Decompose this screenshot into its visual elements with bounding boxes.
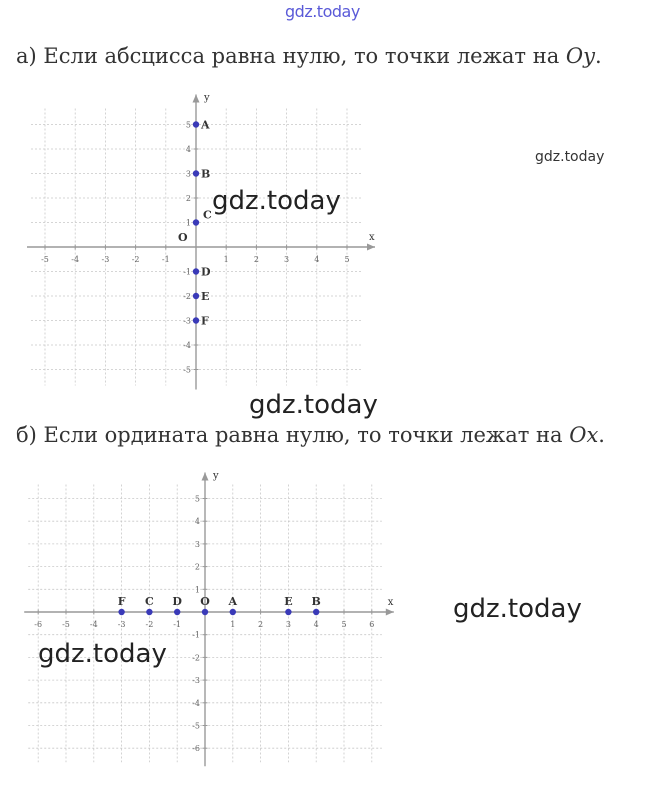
y-tick-label: -5 [192,721,200,731]
point-d [193,268,199,274]
y-tick-label: -3 [192,676,200,686]
origin-label: O [178,231,188,244]
y-tick-label: -4 [192,698,200,708]
point-label-e: E [201,290,210,303]
point-e [193,293,199,299]
y-tick-label: -2 [192,653,200,663]
y-tick-label: -4 [183,341,191,350]
y-tick-label: 2 [194,562,200,572]
y-tick-label: -1 [183,267,191,277]
watermark-middle: gdz.today [249,390,378,420]
point-a [193,121,199,127]
y-tick-label: -3 [183,316,191,326]
x-tick-label: -4 [71,255,80,264]
watermark-chart-a: gdz.today [212,186,341,216]
point-label-e: E [284,595,293,608]
y-tick-label: 2 [185,194,191,203]
point-b [313,609,319,615]
y-tick-label: 4 [194,517,200,527]
point-f [193,317,199,323]
x-axis-arrow-icon [386,609,394,616]
y-tick-label: -1 [192,630,200,640]
point-f [118,609,124,615]
x-tick-label: -3 [101,255,110,264]
x-tick-label: 2 [258,620,264,629]
x-tick-label: -1 [161,255,170,264]
point-c [193,219,199,225]
x-axis-label: x [369,232,375,243]
coordinate-plane-b [12,470,394,770]
y-tick-label: 5 [185,120,191,130]
coordinate-plane-a [30,92,380,390]
y-tick-label: 1 [185,218,191,228]
watermark-chart-b: gdz.today [38,639,167,669]
watermark-top: gdz.today [285,2,360,21]
point-label-a: A [201,118,210,132]
statement-b-suffix: . [598,423,605,447]
watermark-right: gdz.today [453,594,582,624]
y-tick-label: -6 [192,744,200,754]
x-tick-label: -5 [41,255,49,264]
y-tick-label: -2 [183,292,191,301]
watermark-small: gdz.today [535,149,605,165]
point-label-f: F [117,595,126,608]
statement-b-axis: Ox [569,423,599,447]
y-axis-label: y [213,470,219,482]
point-label-d: D [201,265,211,279]
point-a [230,609,236,615]
y-axis-label: y [204,92,210,104]
statement-b-text: б) Если ордината равна нулю, то точки лежат на [16,423,570,447]
point-d [174,609,180,615]
x-tick-label: 2 [253,255,259,264]
y-tick-label: -5 [183,365,191,375]
statement-a-axis: Oy [565,44,596,68]
x-axis-label: x [387,597,394,608]
y-tick-label: 4 [185,145,191,154]
y-axis-arrow-icon [202,473,209,481]
x-tick-label: -1 [173,620,182,629]
point-label-b: B [311,595,321,608]
statement-a-suffix: . [595,44,602,68]
x-tick-label: 1 [223,255,229,264]
x-axis-arrow-icon [367,244,375,251]
point-label-c: C [203,208,212,222]
statement-a [16,44,602,68]
x-tick-label: 6 [369,620,375,629]
point-label-c: C [145,595,154,608]
x-tick-label: 4 [313,620,319,629]
point-e [285,609,291,615]
x-tick-label: -2 [145,620,154,629]
x-tick-label: 3 [284,255,290,264]
point-label-d: D [172,595,182,608]
point-c [146,609,152,615]
point-b [193,170,199,176]
y-tick-label: 3 [194,539,200,549]
statement-b [16,423,605,447]
x-tick-label: -3 [117,620,126,629]
x-tick-label: 1 [230,620,236,629]
statement-a-text: а) Если абсцисса равна нулю, то точки лежат на [16,44,566,68]
y-tick-label: 5 [194,494,200,504]
point-label-o: O [200,595,210,608]
y-axis-arrow-icon [193,95,200,103]
x-tick-label: 3 [285,620,291,629]
point-o [202,609,208,615]
x-tick-label: -6 [34,620,43,629]
y-tick-label: 1 [194,585,200,595]
point-label-a: A [228,595,238,608]
point-label-b: B [201,167,211,181]
x-tick-label: 5 [344,255,350,264]
x-tick-label: -4 [89,620,98,629]
x-tick-label: 4 [314,255,320,264]
x-tick-label: -5 [62,620,70,629]
x-tick-label: 5 [341,620,347,629]
y-tick-label: 3 [185,169,191,179]
point-label-f: F [201,314,209,328]
x-tick-label: -2 [131,255,140,264]
